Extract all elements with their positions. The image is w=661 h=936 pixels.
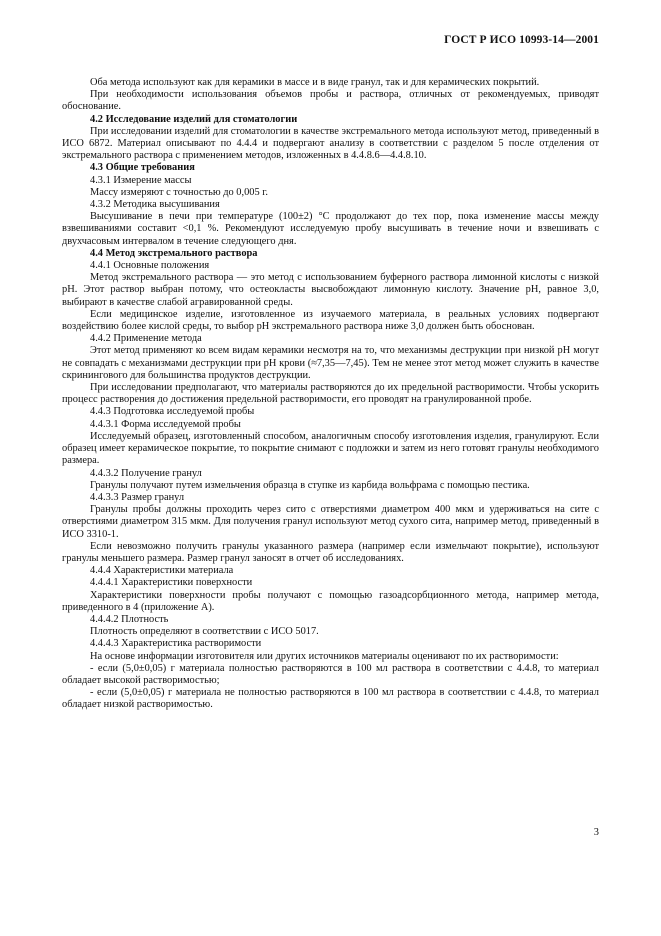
- subsection-heading: 4.4.3.1 Форма исследуемой пробы: [90, 418, 241, 430]
- paragraph: При исследовании предполагают, что материалы растворяются до их предельной растворимости. Чтобы ускорить процесс растворения до достижения предельной растворимости, его проводят на гранулированной пробе.: [62, 382, 599, 406]
- paragraph: Массу измеряют с точностью до 0,005 г.: [90, 186, 268, 198]
- list-item: - если (5,0±0,05) г материала полностью растворяются в 100 мл раствора в соответствии с 4.4.8, то материал обладает высокой растворимостью;: [62, 662, 599, 686]
- paragraph: Гранулы пробы должны проходить через сито с отверстиями диаметром 400 мкм и удерживаться на сите с отверстиями диаметром 315 мкм. Для получения гранул используют метод сухого сита, например метод, приведенный в ИСО 3310-1.: [62, 504, 599, 540]
- paragraph: Если невозможно получить гранулы указанного размера (например если измельчают покрытие), используют гранулы меньшего размера. Размер гранул заносят в отчет об исследованиях.: [62, 540, 599, 564]
- subsection-heading: 4.4.1 Основные положения: [90, 260, 210, 272]
- paragraph: Плотность определяют в соответствии с ИСО 5017.: [90, 626, 319, 638]
- subsection-heading: 4.4.3 Подготовка исследуемой пробы: [90, 406, 255, 418]
- paragraph: При необходимости использования объемов пробы и раствора, отличных от рекомендуемых, приводят обоснование.: [62, 89, 599, 113]
- list-item: - если (5,0±0,05) г материала не полностью растворяются в 100 мл раствора в соответствии с 4.4.8, то материал обладает низкой растворимостью.: [62, 687, 599, 711]
- paragraph: Исследуемый образец, изготовленный способом, аналогичным способу изготовления изделия, гранулируют. Если образец имеет керамическое покрытие, то покрытие снимают с подложки и затем из него готовят гранулы необходимого размера.: [62, 430, 599, 467]
- section-heading: 4.4 Метод экстремального раствора: [90, 247, 258, 259]
- paragraph: Гранулы получают путем измельчения образца в ступке из карбида вольфрама с помощью пестика.: [90, 479, 530, 491]
- subsection-heading: 4.4.4.3 Характеристика растворимости: [90, 638, 262, 650]
- paragraph: Этот метод применяют ко всем видам керамики несмотря на то, что механизмы деструкции при низкой рН могут не совпадать с механизмами деструкции при рН крови (≈7,35—7,45). Тем не менее этот метод может служить в качестве скринингового для большинства продуктов деструкции.: [62, 345, 599, 381]
- subsection-heading: 4.3.1 Измерение массы: [90, 174, 192, 186]
- paragraph: Характеристики поверхности пробы получают с помощью газоадсорбционного метода, например метода, приведенного в 4 (приложение А).: [62, 589, 599, 613]
- subsection-heading: 4.3.2 Методика высушивания: [90, 199, 220, 211]
- subsection-heading: 4.4.2 Применение метода: [90, 333, 202, 345]
- paragraph: Если медицинское изделие, изготовленное из изучаемого материала, в реальных условиях подвергают воздействию более кислой среды, то выбор рН экстремального раствора ниже 3,0 должен быть обоснован.: [62, 308, 599, 333]
- section-heading: 4.2 Исследование изделий для стоматологии: [90, 113, 298, 125]
- subsection-heading: 4.4.3.3 Размер гранул: [90, 491, 185, 503]
- section-heading: 4.3 Общие требования: [90, 162, 195, 174]
- subsection-heading: 4.4.4.1 Характеристики поверхности: [90, 577, 253, 589]
- subsection-heading: 4.4.3.2 Получение гранул: [90, 467, 202, 479]
- page-number: 3: [593, 827, 599, 838]
- paragraph: При исследовании изделий для стоматологии в качестве экстремального метода используют метод, приведенный в ИСО 6872. Материал описывают по 4.4.4 и подвергают анализу в соответствии с разделом 5 после отделения от экстремального раствора с применением методов, изложенных в 4.4.8.6—4.4.8.10.: [62, 125, 599, 162]
- paragraph: Метод экстремального раствора — это метод с использованием буферного раствора лимонной кислоты с низкой рН. Этот раствор выбран потому, что остеокласты высвобождают лимонную кислоту. Значение рН, равное 3,0, выбирают в качестве слабой агравированной среды.: [62, 272, 599, 308]
- paragraph: Оба метода используют как для керамики в массе и в виде гранул, так и для керамических покрытий.: [90, 77, 540, 88]
- document-body: [62, 77, 599, 712]
- subsection-heading: 4.4.4 Характеристики материала: [90, 565, 234, 577]
- paragraph: Высушивание в печи при температуре (100±2) °С продолжают до тех пор, пока изменение массы между взвешиваниями составит <0,1 %. Рекомендуют исследуемую пробу высушивать в течение ночи и взвешивать с двухчасовым интервалом в течение следующего дня.: [62, 211, 599, 247]
- subsection-heading: 4.4.4.2 Плотность: [90, 613, 169, 625]
- paragraph: На основе информации изготовителя или других источников материалы оценивают по их растворимости:: [90, 650, 559, 662]
- document-header: ГОСТ Р ИСО 10993-14—2001: [444, 34, 599, 46]
